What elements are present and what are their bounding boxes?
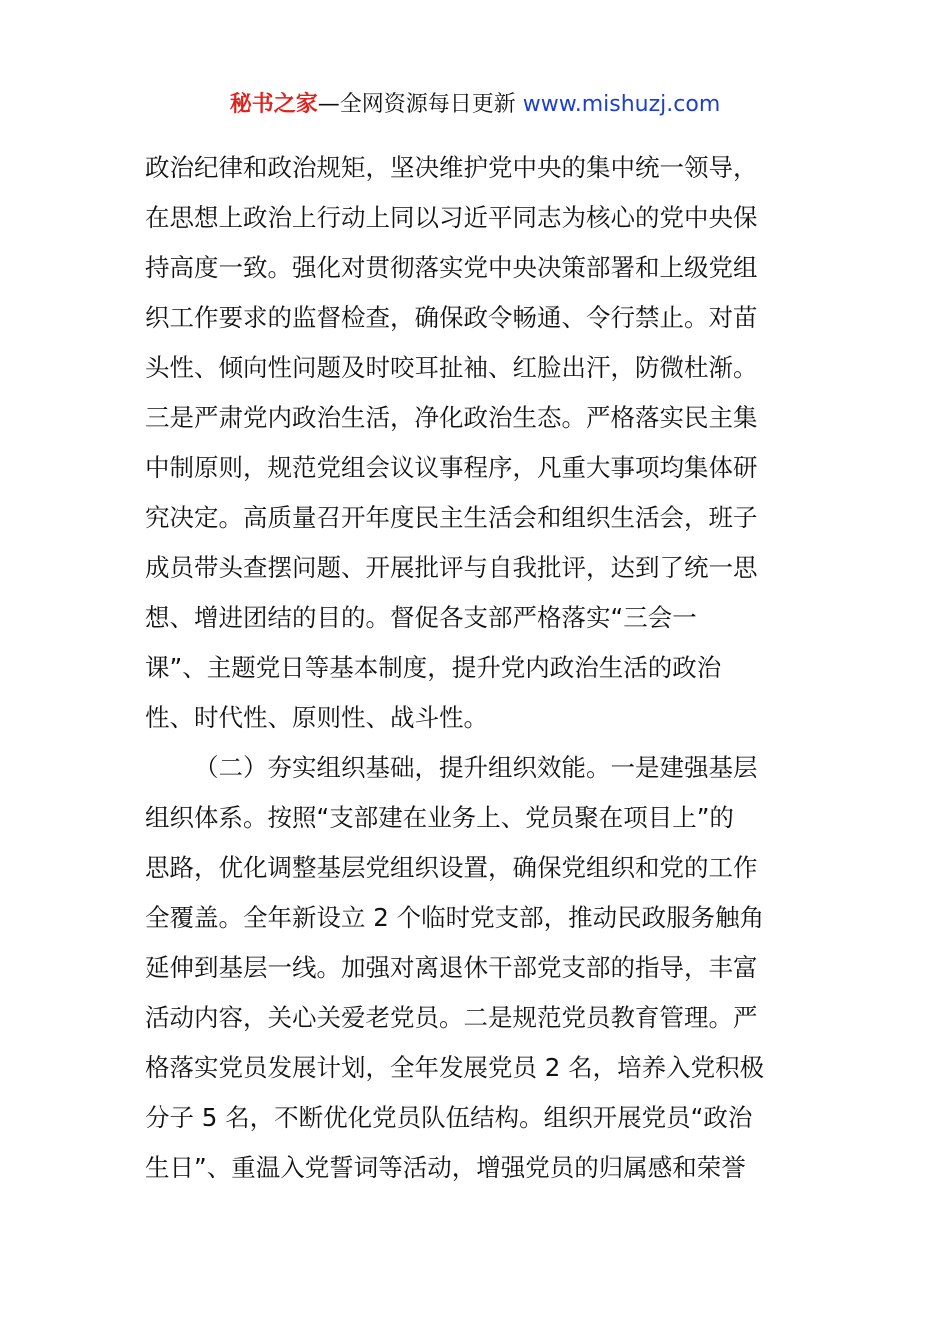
brand-name: 秘书之家 — [229, 92, 318, 117]
text-line: 延伸到基层一线。加强对离退休干部党支部的指导，丰富 — [145, 953, 758, 982]
text-line: 持高度一致。强化对贯彻落实党中央决策部署和上级党组 — [145, 253, 758, 282]
text-line: 课”、主题党日等基本制度，提升党内政治生活的政治 — [145, 653, 722, 682]
text-line: 织工作要求的监督检查，确保政令畅通、令行禁止。对苗 — [145, 303, 758, 332]
text-line: 组织体系。按照“支部建在业务上、党员聚在项目上”的 — [145, 803, 734, 832]
text-line: 生日”、重温入党誓词等活动，增强党员的归属感和荣誉 — [145, 1153, 746, 1182]
text-line: 成员带头查摆问题、开展批评与自我批评，达到了统一思 — [145, 553, 758, 582]
text-line: 政治纪律和政治规矩，坚决维护党中央的集中统一领导， — [145, 153, 758, 182]
document-body — [145, 143, 815, 1193]
site-url-link[interactable]: www.mishuzj.com — [522, 92, 721, 117]
text-line: 全覆盖。全年新设立 2 个临时党支部，推动民政服务触角 — [145, 903, 765, 932]
text-line: 想、增进团结的目的。督促各支部严格落实“三会一 — [145, 603, 697, 632]
text-line: 中制原则，规范党组会议议事程序，凡重大事项均集体研 — [145, 453, 758, 482]
text-line: 头性、倾向性问题及时咬耳扯袖、红脸出汗，防微杜渐。 — [145, 353, 758, 382]
text-line: 性、时代性、原则性、战斗性。 — [145, 703, 488, 732]
section-heading-line: （二）夯实组织基础，提升组织效能。一是建强基层 — [194, 753, 758, 782]
text-line: 活动内容，关心关爱老党员。二是规范党员教育管理。严 — [145, 1003, 758, 1032]
text-line: 三是严肃党内政治生活，净化政治生态。严格落实民主集 — [145, 403, 758, 432]
text-line: 格落实党员发展计划，全年发展党员 2 名，培养入党积极 — [145, 1053, 765, 1082]
text-line: 究决定。高质量召开年度民主生活会和组织生活会，班子 — [145, 503, 758, 532]
text-line: 分子 5 名，不断优化党员队伍结构。组织开展党员“政治 — [145, 1103, 753, 1132]
text-line: 在思想上政治上行动上同以习近平同志为核心的党中央保 — [145, 203, 758, 232]
header-tagline: —全网资源每日更新 — [317, 92, 523, 117]
text-line: 思路，优化调整基层党组织设置，确保党组织和党的工作 — [145, 853, 758, 882]
page-header — [0, 88, 950, 122]
